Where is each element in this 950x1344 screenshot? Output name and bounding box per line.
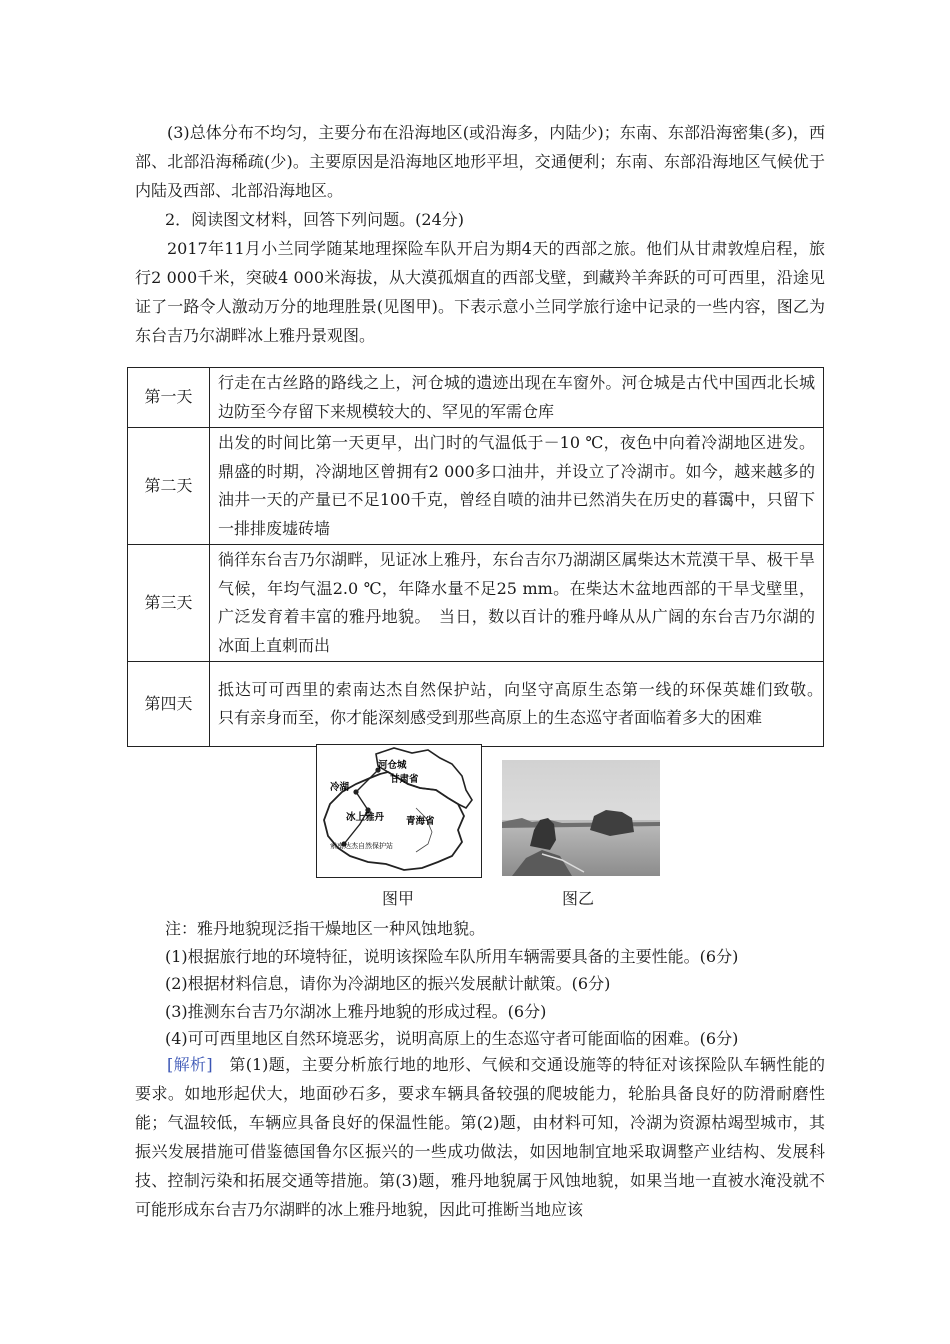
travel-log-table bbox=[127, 367, 832, 747]
question-3: (3)推测东台吉乃尔湖冰上雅丹地貌的形成过程。(6分) bbox=[165, 1002, 547, 1021]
station-label: 索南达杰自然保护站 bbox=[330, 842, 393, 850]
qinghai-label: 青海省 bbox=[406, 816, 435, 827]
table-row bbox=[128, 428, 824, 545]
analysis-text: 第(1)题，主要分析旅行地的地形、气候和交通设施等的特征对该探险队车辆性能的要求。如地形起伏大，地面砂石多，要求车辆具备较强的爬坡能力，轮胎具备良好的防滑耐磨性能；气温较低，车辆应具备良好的保温性能。第(2)题，由材料可知，冷湖为资源枯竭型城市，其振兴发展措施可借鉴德国鲁尔区振兴的一些成功做法，如因地制宜地采取调整产业结构、发展科技、控制污染和拓展交通等措施。第(3)题，雅丹地貌属于风蚀地貌，如果当地一直被水淹没就不可能形成东台吉乃尔湖畔的冰上雅丹地貌，因此可推断当地应该 bbox=[135, 1055, 825, 1219]
content-cell: 抵达可可西里的索南达杰自然保护站，向坚守高原生态第一线的环保英雄们致敬。 只有亲身而至，你才能深刻感受到那些高原上的生态巡守者面临着多大的困难 bbox=[210, 662, 824, 747]
day-cell: 第三天 bbox=[128, 545, 210, 662]
content-cell: 出发的时间比第一天更早，出门时的气温低于－10 ℃，夜色中向着冷湖地区进发。鼎盛的时期，冷湖地区曾拥有2 000多口油井，并设立了冷湖市。如今，越来越多的油井一天的产量已不足100千克，曾经自喷的油井已然消失在历史的暮霭中，只留下一排排废墟砖墙 bbox=[210, 428, 824, 545]
note: 注：雅丹地貌现泛指干燥地区一种风蚀地貌。 bbox=[165, 919, 486, 938]
table-row bbox=[128, 545, 824, 662]
yardang-photo bbox=[502, 760, 660, 876]
content-cell: 徜徉东台吉乃尔湖畔，见证冰上雅丹，东台吉尔乃湖湖区属柴达木荒漠干旱、极干旱气候，年均气温2.0 ℃，年降水量不足25 mm。在柴达木盆地西部的干旱戈壁里，广泛发育着丰富的雅丹地貌。 当日，数以百计的雅丹峰从从广阔的东台吉乃尔湖的冰面上直刺而出 bbox=[210, 545, 824, 662]
day-cell: 第二天 bbox=[128, 428, 210, 545]
route-map bbox=[316, 744, 482, 878]
lenghu-marker bbox=[353, 789, 358, 794]
analysis-paragraph bbox=[135, 1050, 825, 1224]
analysis-tag: [解析] bbox=[167, 1055, 213, 1074]
question-1: (1)根据旅行地的环境特征，说明该探险车队所用车辆需要具备的主要性能。(6分) bbox=[165, 947, 739, 966]
question-title: 2．阅读图文材料，回答下列问题。(24分) bbox=[165, 210, 465, 229]
gansu-label: 甘肃省 bbox=[390, 774, 419, 785]
table-row bbox=[128, 662, 824, 747]
yadan-label: 冰上雅丹 bbox=[346, 812, 385, 823]
previous-answer-paragraph: (3)总体分布不均匀，主要分布在沿海地区(或沿海多，内陆少)；东南、东部沿海密集(多)，西部、北部沿海稀疏(少)。主要原因是沿海地区地形平坦，交通便利；东南、东部沿海地区气候优于内陆及西部、北部沿海地区。 bbox=[135, 123, 825, 200]
figure-b-caption: 图乙 bbox=[562, 889, 595, 908]
hecang-label: 河仓城 bbox=[378, 760, 407, 771]
figure-a-caption: 图甲 bbox=[382, 889, 415, 908]
content-cell: 行走在古丝路的路线之上，河仓城的遗迹出现在车窗外。河仓城是古代中国西北长城边防至今存留下来规模较大的、罕见的军需仓库 bbox=[210, 368, 824, 428]
day-cell: 第一天 bbox=[128, 368, 210, 428]
material-paragraph: 2017年11月小兰同学随某地理探险车队开启为期4天的西部之旅。他们从甘肃敦煌启程，旅行2 000千米，突破4 000米海拔，从大漠孤烟直的西部戈壁，到藏羚羊奔跃的可可西里，沿途见证了一路令人激动万分的地理胜景(见图甲)。下表示意小兰同学旅行途中记录的一些内容，图乙为东台吉乃尔湖畔冰上雅丹景观图。 bbox=[135, 239, 825, 345]
lenghu-label: 冷湖 bbox=[330, 782, 350, 793]
question-4: (4)可可西里地区自然环境恶劣，说明高原上的生态巡守者可能面临的困难。(6分) bbox=[165, 1029, 739, 1048]
day-cell: 第四天 bbox=[128, 662, 210, 747]
table-row bbox=[128, 368, 824, 428]
question-2: (2)根据材料信息，请你为冷湖地区的振兴发展献计献策。(6分) bbox=[165, 974, 611, 993]
